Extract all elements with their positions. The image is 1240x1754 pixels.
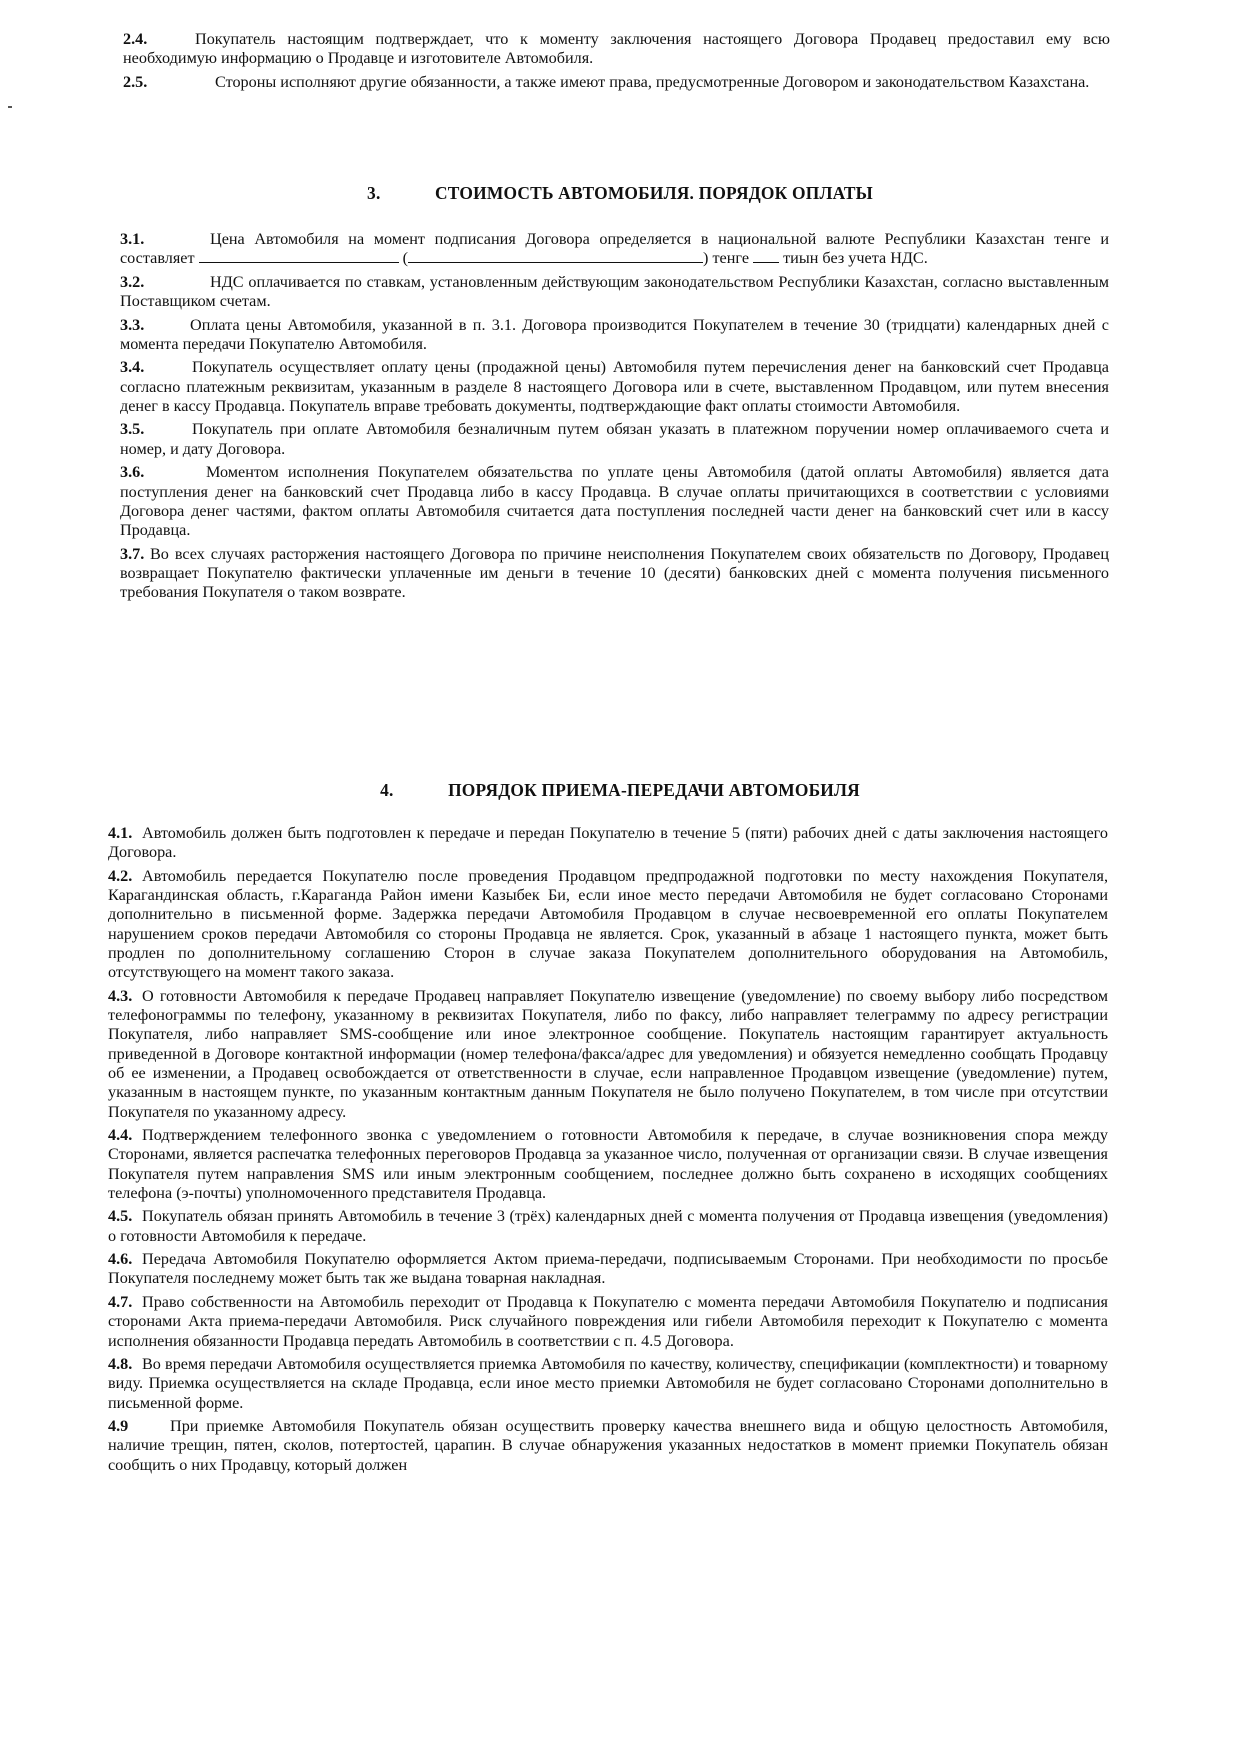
clause-number: 3.6.	[120, 463, 145, 482]
clause-3-2	[120, 273, 1109, 312]
clause-number: 4.5.	[108, 1207, 133, 1226]
clause-4-5	[108, 1207, 1108, 1246]
clause-number: 4.4.	[108, 1126, 133, 1145]
clause-2-4	[123, 30, 1110, 69]
clause-text: Подтверждением телефонного звонка с уведомлением о готовности Автомобиля к передаче, в случае возникновения спора между Сторонами, является распечатка телефонных переговоров Продавца за указанное число, полученная от организации связи. В случае извещения Покупателя путем направления SMS или иным электронным сообщением, последнее должно быть сохранено в исходящих сообщениях телефона (э-почты) уполномоченного представителя Продавца.	[108, 1126, 1108, 1202]
clause-text: Право собственности на Автомобиль переходит от Продавца к Покупателю с момента передачи Автомобиля Покупателю и подписания сторонами Акта приема-передачи Автомобиля. Риск случайного повреждения или гибели Автомобиля переходит к Покупателю с момента исполнения обязанности Продавца передать Автомобиль в соответствии с п. 4.5 Договора.	[108, 1292, 1108, 1350]
clause-4-3	[108, 987, 1108, 1122]
clause-text: Во всех случаях расторжения настоящего Договора по причине неисполнения Покупателем своих обязательств по Договору, Продавец возвращает Покупателю фактически уплаченные им деньги в течение 10 (десяти) банковских дней с момента получения письменного требования Покупателя о таком возврате.	[120, 544, 1109, 602]
clause-text: Оплата цены Автомобиля, указанной в п. 3.1. Договора производится Покупателем в течение 30 (тридцати) календарных дней с момента передачи Покупателю Автомобиля.	[120, 315, 1109, 353]
clause-4-2	[108, 867, 1108, 983]
section-2-tail	[0, 30, 1240, 96]
clause-number: 4.3.	[108, 986, 133, 1005]
currency-label: ) тенге	[703, 249, 750, 268]
section-4-heading	[0, 781, 1240, 800]
clause-number: 3.3.	[120, 315, 145, 334]
clause-3-4	[120, 358, 1109, 416]
section-title: ПОРЯДОК ПРИЕМА-ПЕРЕДАЧИ АВТОМОБИЛЯ	[448, 780, 860, 800]
clause-4-9	[108, 1417, 1108, 1475]
clause-number: 3.4.	[120, 358, 145, 377]
clause-4-6	[108, 1250, 1108, 1289]
clause-text: Автомобиль передается Покупателю после проведения Продавцом предпродажной подготовки по месту нахождения Покупателя, Карагандинская область, г.Караганда Район имени Казыбек Би, если иное место передачи Автомобиля не будет согласовано Сторонами дополнительно в письменной форме. Задержка передачи Автомобиля Продавцом в случае несвоевременной его оплаты Покупателем нарушением сроков передачи Автомобиля со стороны Продавца не является. Срок, указанный в абзаце 1 настоящего пункта, может быть продлен по дополнительному соглашению Сторон в случае заказа Покупателем дополнительного оборудования на Автомобиль, отсутствующего на момент такого заказа.	[108, 866, 1108, 982]
clause-text: Во время передачи Автомобиля осуществляется приемка Автомобиля по качеству, количеству, спецификации (комплектности) и товарному виду. Приемка осуществляется на складе Продавца, если иное место приемки Автомобиля не будет согласовано Сторонами дополнительно в письменной форме.	[108, 1355, 1108, 1412]
clause-text: Покупатель осуществляет оплату цены (продажной цены) Автомобиля путем перечисления денег на банковский счет Продавца согласно платежным реквизитам, указанным в разделе 8 настоящего Договора или в счете, выставленном Продавцом, или путем внесения денег в кассу Продавца. Покупатель вправе требовать документы, подтверждающие факт оплаты стоимости Автомобиля.	[120, 358, 1109, 415]
clause-3-5	[120, 420, 1109, 459]
clause-number: 4.6.	[108, 1250, 133, 1269]
clause-number: 3.1.	[120, 230, 145, 248]
clause-text-tail: тиын без учета НДС.	[783, 249, 928, 268]
clause-text: О готовности Автомобиля к передаче Продавец направляет Покупателю извещение (уведомление) по своему выбору либо посредством телефонограммы по телефону, указанному в реквизитах Покупателя, либо по факсу, либо направляет телеграмму по адресу регистрации Покупателя, либо направляет SMS-сообщение или иное электронное сообщение. Покупатель настоящим гарантирует актуальность приведенной в Договоре контактной информации (номер телефона/факса/адрес для уведомления) и обязуется немедленно сообщать Продавцу об ее изменении, а Продавец освобождается от ответственности в случае, если направленное Продавцом извещение (уведомление) путем, указанным в настоящем пункте, по указанным контактным данным Покупателя не было получено Покупателем, в том числе при отсутствии Покупателя по указанному адресу.	[108, 986, 1108, 1121]
clause-text: Моментом исполнения Покупателем обязательства по уплате цены Автомобиля (датой оплаты Автомобиля) является дата поступления денег на банковский счет Продавца либо в кассу Продавца. В случае оплаты причитающихся в соответствии с условиями Договора денег частями, фактом оплаты Автомобиля считается дата поступления последней части денег на банковский счет или в кассу Продавца.	[120, 463, 1109, 540]
section-title: СТОИМОСТЬ АВТОМОБИЛЯ. ПОРЯДОК ОПЛАТЫ	[435, 183, 873, 203]
clause-text: Автомобиль должен быть подготовлен к передаче и передан Покупателю в течение 5 (пяти) рабочих дней с даты заключения настоящего Договора.	[108, 824, 1108, 862]
clause-text: Цена Автомобиля на момент подписания Договора определяется в национальной валюте Республики Казахстан тенге и составляет	[120, 230, 1109, 268]
clause-3-6	[120, 463, 1109, 540]
clause-number: 4.8.	[108, 1355, 133, 1374]
clause-3-1	[120, 230, 1109, 269]
clause-2-5	[123, 73, 1110, 92]
scan-mark	[8, 106, 12, 108]
clause-4-8	[108, 1355, 1108, 1413]
clause-3-3	[120, 316, 1109, 355]
tiyn-field[interactable]	[753, 250, 779, 263]
clause-text: Передача Автомобиля Покупателю оформляется Актом приема-передачи, подписываемым Сторонами. При необходимости по просьбе Покупателя последнему может быть так же выдана товарная накладная.	[108, 1250, 1108, 1288]
clause-4-4	[108, 1126, 1108, 1203]
section-number: 3.	[367, 183, 381, 203]
clause-text: Покупатель обязан принять Автомобиль в течение 3 (трёх) календарных дней с момента получения от Продавца извещения (уведомления) о готовности Автомобиля к передаче.	[108, 1207, 1108, 1245]
section-3-body	[0, 230, 1240, 607]
clause-number: 4.1.	[108, 824, 133, 842]
clause-text: Покупатель настоящим подтверждает, что к моменту заключения настоящего Договора Продавец предоставил ему всю необходимую информацию о Продавце и изготовителе Автомобиля.	[123, 30, 1110, 68]
clause-number: 2.5.	[123, 72, 148, 91]
clause-4-1	[108, 824, 1108, 863]
clause-number: 3.5.	[120, 420, 145, 439]
clause-number: 3.2.	[120, 272, 145, 291]
clause-text: Стороны исполняют другие обязанности, а также имеют права, предусмотренные Договором и законодательством Казахстана.	[215, 72, 1090, 91]
section-4-body	[0, 824, 1240, 1479]
clause-text: НДС оплачивается по ставкам, установленным действующим законодательством Республики Казахстан, согласно выставленным Поставщиком счетам.	[120, 272, 1109, 311]
price-amount-field[interactable]	[199, 250, 399, 263]
clause-number: 2.4.	[123, 30, 148, 48]
clause-number: 3.7.	[120, 544, 145, 563]
section-number: 4.	[380, 780, 394, 800]
clause-number: 4.2.	[108, 866, 133, 885]
clause-number: 4.9	[108, 1417, 129, 1436]
clause-text: Покупатель при оплате Автомобиля безналичным путем обязан указать в платежном поручении номер оплачиваемого счета и номер, и дату Договора.	[120, 420, 1109, 458]
clause-4-7	[108, 1293, 1108, 1351]
paren-open: (	[402, 249, 409, 268]
section-3-heading	[0, 184, 1240, 203]
clause-text: При приемке Автомобиля Покупатель обязан осуществить проверку качества внешнего вида и общую целостность Автомобиля, наличие трещин, пятен, сколов, потертостей, царапин. В случае обнаружения указанных недостатков в момент приемки Покупатель обязан сообщить о них Продавцу, который должен	[108, 1417, 1108, 1474]
clause-number: 4.7.	[108, 1292, 133, 1311]
price-in-words-field[interactable]	[408, 250, 703, 263]
clause-3-7	[120, 545, 1109, 603]
